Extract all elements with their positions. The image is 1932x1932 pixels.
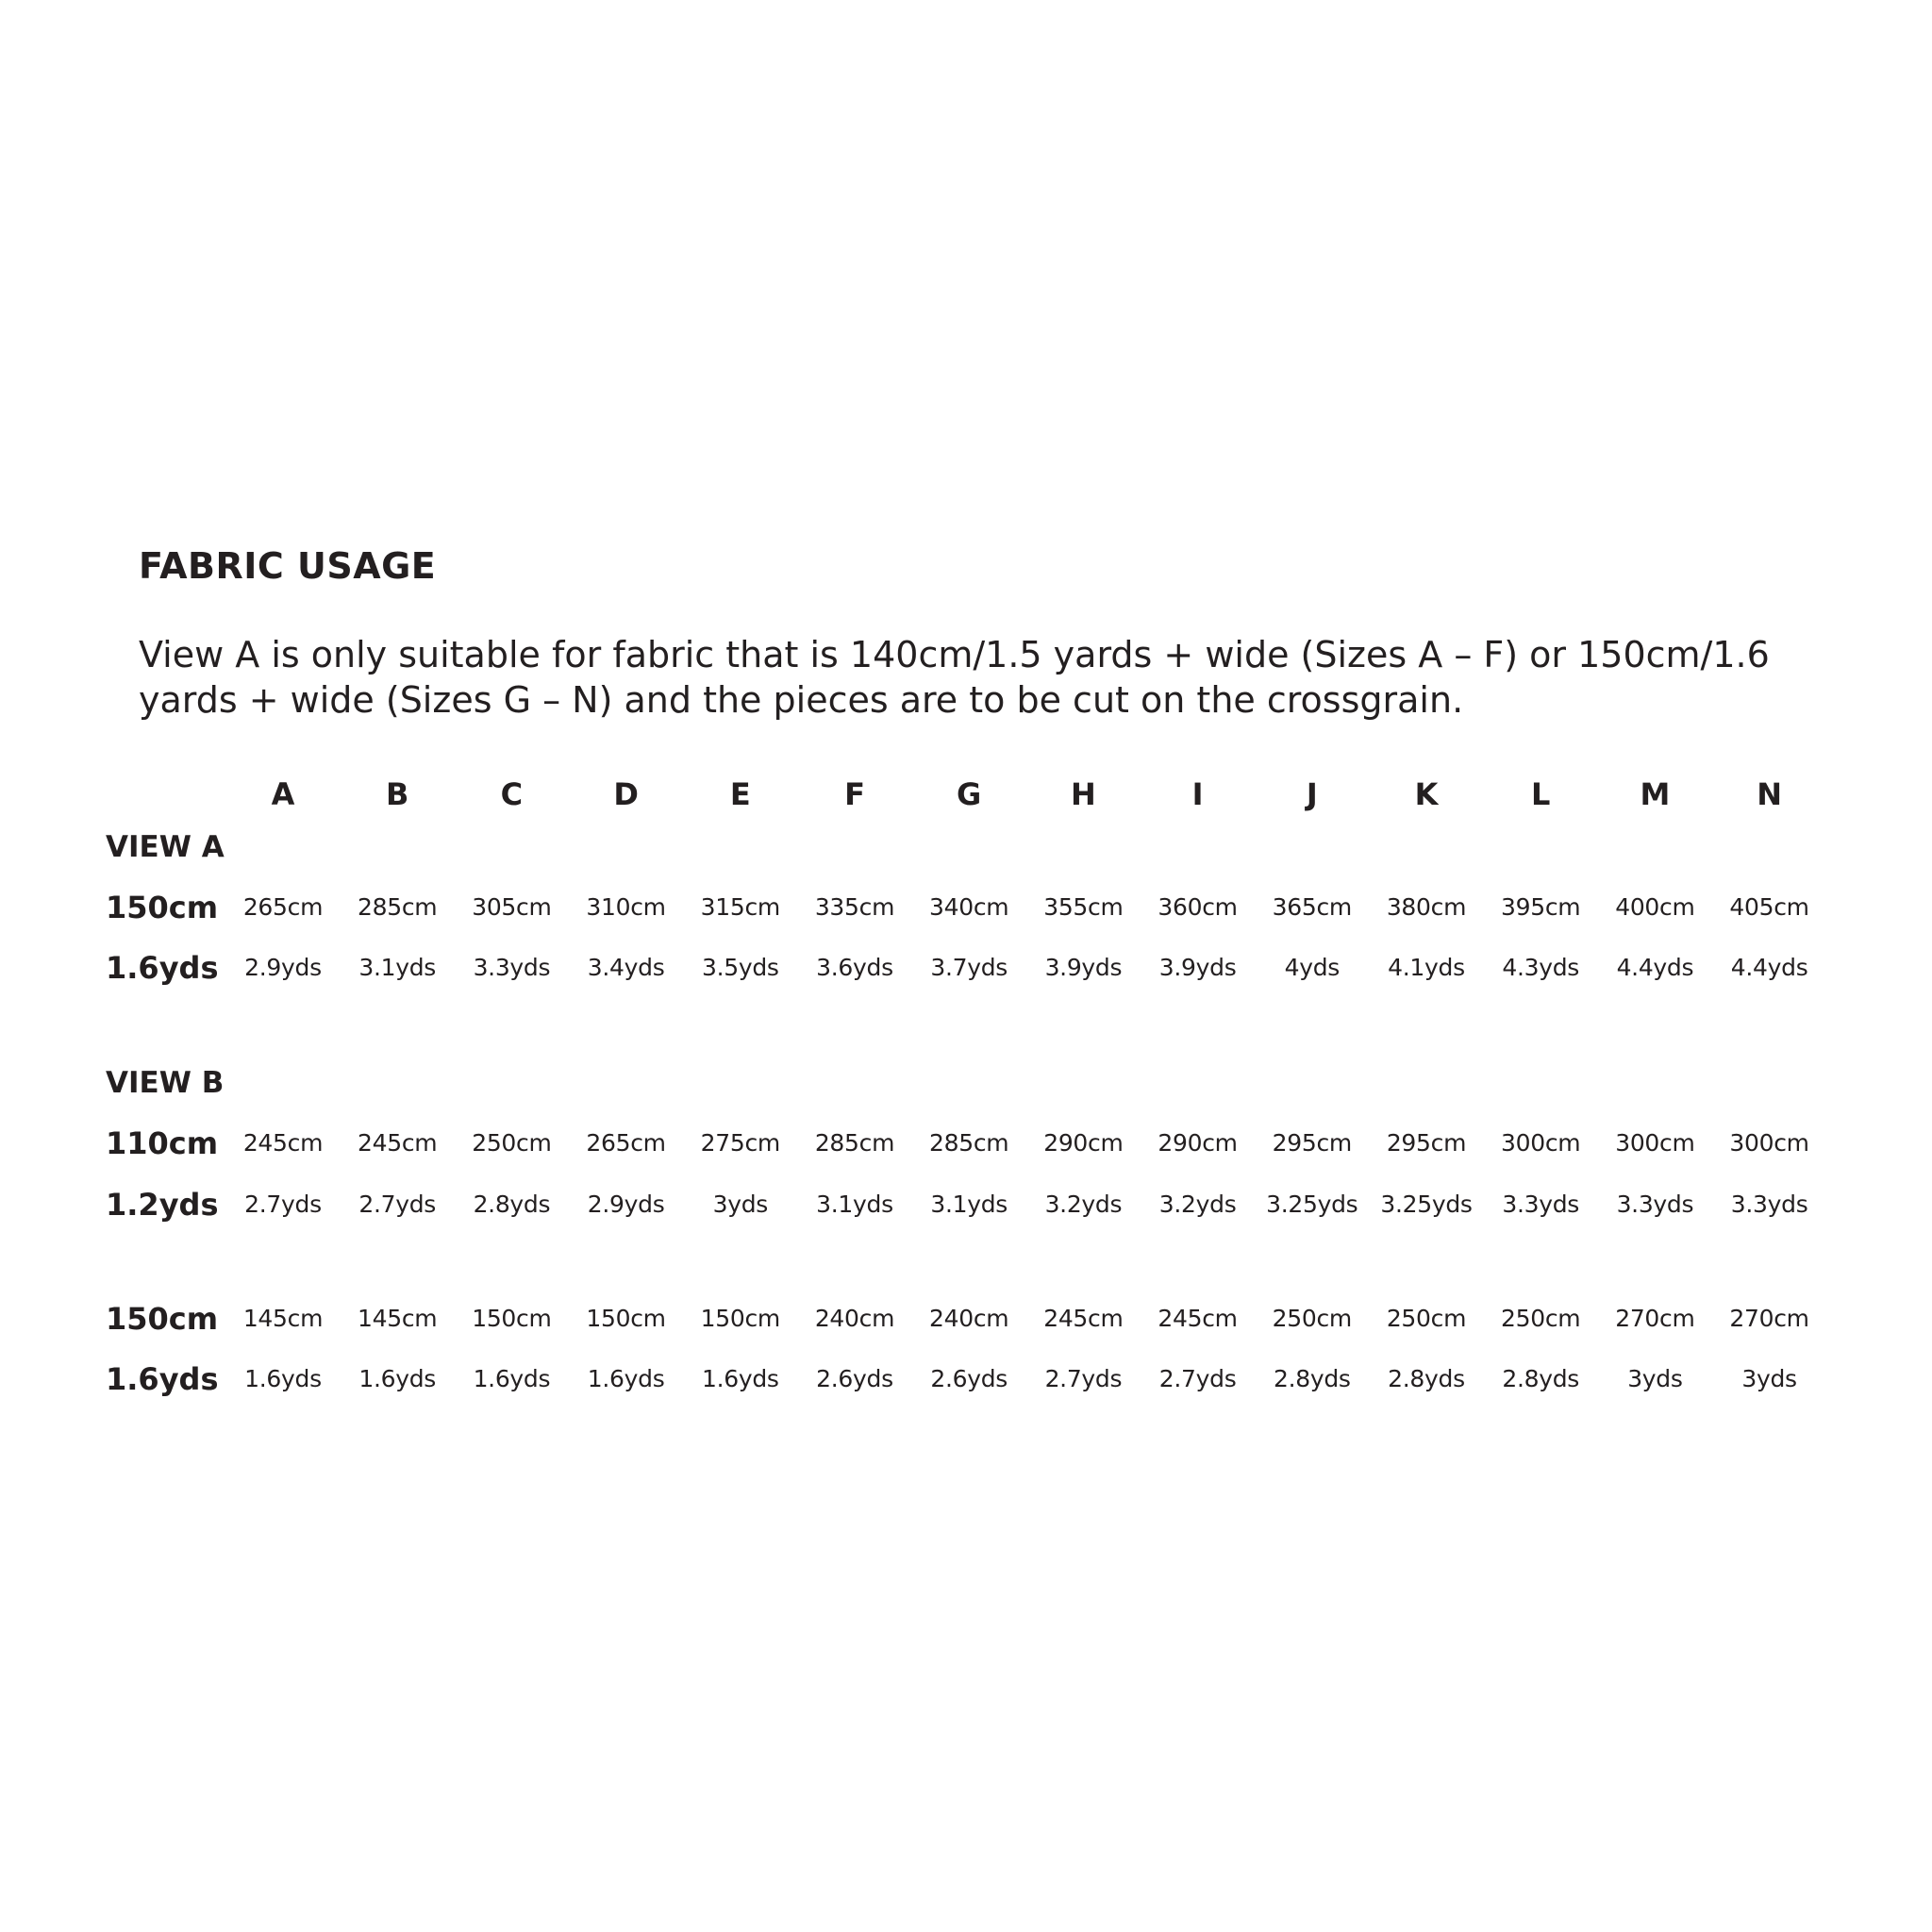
table-cell: 3yds <box>712 1191 768 1218</box>
row-label: 1.2yds <box>106 1187 219 1223</box>
table-cell: 405cm <box>1729 893 1809 921</box>
table-cell: 2.9yds <box>244 954 322 981</box>
table-cell: 240cm <box>814 1305 895 1332</box>
table-cell: 270cm <box>1729 1305 1809 1332</box>
table-cell: 3.3yds <box>1730 1191 1808 1218</box>
intro-paragraph: View A is only suitable for fabric that is 140cm/1.5 yards + wide (Sizes A – F) or 150cm/1.6 yards + wide (Sizes G – N) and the pieces are to be cut on the crossgrain. <box>139 634 1770 721</box>
table-cell: 305cm <box>472 893 552 921</box>
row-label: 1.6yds <box>106 1361 219 1397</box>
table-cell: 3yds <box>1627 1365 1683 1392</box>
table-cell: 1.6yds <box>587 1365 665 1392</box>
table-cell: 2.6yds <box>930 1365 1008 1392</box>
table-cell: 150cm <box>586 1305 666 1332</box>
table-cell: 2.9yds <box>587 1191 665 1218</box>
table-cell: 145cm <box>242 1305 324 1332</box>
table-cell: 150cm <box>472 1305 552 1332</box>
size-header-j: J <box>1306 776 1318 812</box>
table-cell: 290cm <box>1043 1129 1124 1157</box>
table-cell: 4yds <box>1284 954 1340 981</box>
table-cell: 300cm <box>1615 1129 1695 1157</box>
table-cell: 3.1yds <box>358 954 437 981</box>
table-cell: 250cm <box>472 1129 552 1157</box>
table-cell: 3.3yds <box>1616 1191 1694 1218</box>
table-cell: 2.7yds <box>1044 1365 1123 1392</box>
table-cell: 3.9yds <box>1158 954 1237 981</box>
table-cell: 380cm <box>1386 893 1467 921</box>
table-cell: 2.7yds <box>244 1191 322 1218</box>
table-cell: 145cm <box>358 1305 438 1332</box>
size-header-i: I <box>1191 776 1204 812</box>
table-cell: 2.8yds <box>1388 1365 1465 1392</box>
size-header-f: F <box>844 776 865 812</box>
size-header-k: K <box>1414 776 1439 812</box>
table-cell: 245cm <box>358 1129 438 1157</box>
table-cell: 245cm <box>1043 1305 1124 1332</box>
table-cell: 355cm <box>1043 893 1124 921</box>
size-header-d: D <box>613 776 639 812</box>
table-cell: 300cm <box>1501 1129 1581 1157</box>
size-header-a: A <box>271 776 295 812</box>
table-cell: 2.7yds <box>1158 1365 1237 1392</box>
table-cell: 285cm <box>814 1129 895 1157</box>
table-cell: 3.1yds <box>816 1191 893 1218</box>
table-cell: 240cm <box>929 1305 1009 1332</box>
table-cell: 265cm <box>586 1129 666 1157</box>
table-cell: 3yds <box>1741 1365 1797 1392</box>
table-cell: 300cm <box>1729 1129 1809 1157</box>
table-cell: 3.25yds <box>1266 1191 1358 1218</box>
table-cell: 150cm <box>700 1305 780 1332</box>
table-cell: 3.1yds <box>930 1191 1008 1218</box>
size-header-m: M <box>1640 776 1671 812</box>
table-cell: 3.6yds <box>816 954 893 981</box>
size-header-b: B <box>385 776 409 812</box>
table-cell: 285cm <box>929 1129 1009 1157</box>
table-cell: 285cm <box>358 893 438 921</box>
row-label: 1.6yds <box>106 950 219 986</box>
table-cell: 310cm <box>586 893 666 921</box>
table-cell: 245cm <box>242 1129 324 1157</box>
table-cell: 360cm <box>1158 893 1238 921</box>
size-header-l: L <box>1530 776 1551 812</box>
table-cell: 3.2yds <box>1158 1191 1237 1218</box>
table-cell: 265cm <box>242 893 324 921</box>
table-cell: 3.3yds <box>1502 1191 1580 1218</box>
table-cell: 335cm <box>814 893 895 921</box>
table-cell: 2.6yds <box>816 1365 893 1392</box>
table-cell: 275cm <box>700 1129 780 1157</box>
section-label-2: VIEW B <box>106 1066 225 1100</box>
table-cell: 295cm <box>1386 1129 1467 1157</box>
size-header-g: G <box>957 776 982 812</box>
table-cell: 3.3yds <box>473 954 551 981</box>
row-label: 110cm <box>106 1125 219 1161</box>
row-label: 150cm <box>106 1301 219 1337</box>
table-cell: 250cm <box>1386 1305 1467 1332</box>
table-cell: 4.4yds <box>1616 954 1694 981</box>
page-title: FABRIC USAGE <box>139 545 437 587</box>
section-label-1: VIEW A <box>106 830 225 864</box>
table-cell: 2.8yds <box>1502 1365 1580 1392</box>
table-cell: 1.6yds <box>473 1365 551 1392</box>
table-cell: 295cm <box>1272 1129 1352 1157</box>
table-cell: 340cm <box>929 893 1009 921</box>
table-cell: 4.3yds <box>1502 954 1580 981</box>
table-cell: 4.4yds <box>1730 954 1808 981</box>
table-cell: 395cm <box>1501 893 1581 921</box>
size-header-n: N <box>1757 776 1782 812</box>
table-cell: 2.7yds <box>358 1191 437 1218</box>
table-cell: 250cm <box>1501 1305 1581 1332</box>
table-cell: 2.8yds <box>1273 1365 1351 1392</box>
table-cell: 1.6yds <box>244 1365 322 1392</box>
table-cell: 1.6yds <box>358 1365 437 1392</box>
table-cell: 3.25yds <box>1380 1191 1473 1218</box>
size-header-c: C <box>500 776 524 812</box>
table-cell: 245cm <box>1158 1305 1238 1332</box>
table-cell: 365cm <box>1272 893 1352 921</box>
size-header-e: E <box>729 776 751 812</box>
table-cell: 1.6yds <box>701 1365 779 1392</box>
size-header-h: H <box>1071 776 1096 812</box>
table-cell: 3.5yds <box>701 954 779 981</box>
table-cell: 2.8yds <box>473 1191 551 1218</box>
row-label: 150cm <box>106 890 219 925</box>
table-cell: 3.2yds <box>1044 1191 1123 1218</box>
table-cell: 3.9yds <box>1044 954 1123 981</box>
table-cell: 270cm <box>1615 1305 1695 1332</box>
table-cell: 315cm <box>700 893 780 921</box>
table-cell: 400cm <box>1615 893 1695 921</box>
table-cell: 3.7yds <box>930 954 1008 981</box>
table-cell: 4.1yds <box>1388 954 1465 981</box>
table-cell: 250cm <box>1272 1305 1352 1332</box>
table-cell: 3.4yds <box>587 954 665 981</box>
table-cell: 290cm <box>1158 1129 1238 1157</box>
